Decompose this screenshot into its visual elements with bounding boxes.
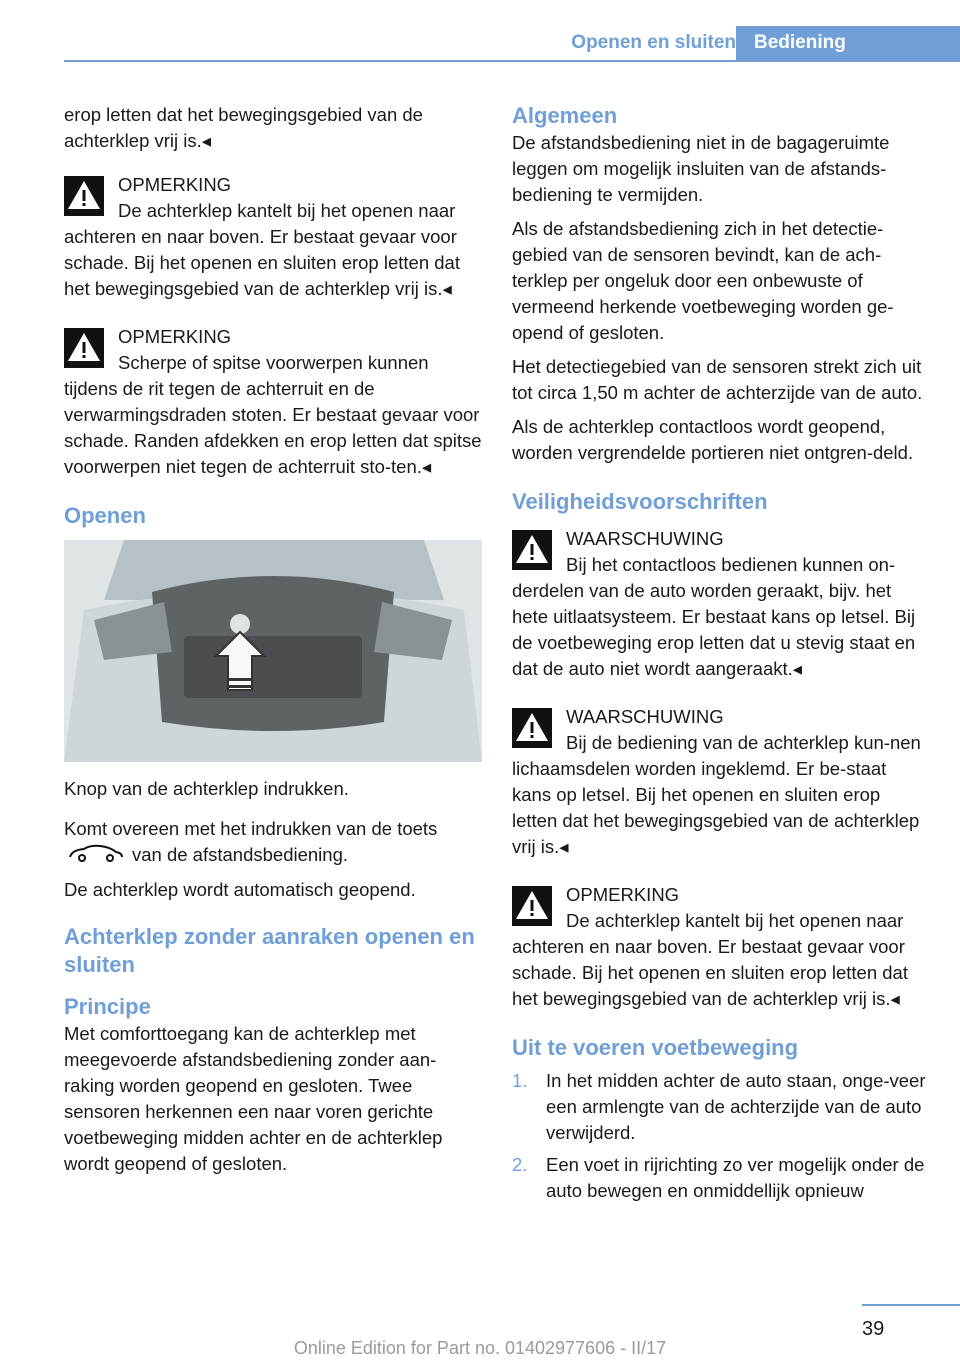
warning-text: Bij het contactloos bedienen kunnen on-derdelen van de auto worden geraakt, bijv. het hete uitlaatsysteem. Er bestaat kans op letsel. Bij de voetbeweging erop letten dat u stevig staat en dat de auto niet wordt aangeraakt.◂	[512, 554, 916, 679]
step-text: In het midden achter de auto staan, onge-veer een armlengte van de achterzijde van de auto verwijderd.	[546, 1070, 926, 1143]
tailgate-illustration	[64, 540, 482, 762]
warning-triangle-icon	[512, 708, 552, 748]
warning-triangle-icon	[64, 176, 104, 216]
header-rule	[64, 60, 960, 62]
algemeen-p1: De afstandsbediening niet in de bagageruimte leggen om mogelijk insluiten van de afstands-bediening te vermijden.	[512, 132, 890, 205]
warning-triangle-icon	[64, 328, 104, 368]
step-number: 1.	[512, 1070, 528, 1091]
steps-list	[512, 1068, 930, 1204]
list-item	[512, 1068, 930, 1146]
caption-text: Knop van de achterklep indrukken.	[64, 778, 349, 799]
footer-edition: Online Edition for Part no. 01402977606 - II/17	[293, 1338, 667, 1358]
heading-openen: Openen	[64, 503, 146, 528]
warning-keyword: WAARSCHUWING	[566, 528, 724, 549]
note-text: De achterklep kantelt bij het openen naar achteren en naar boven. Er bestaat gevaar voor schade. Bij het openen en sluiten erop letten dat het bewegingsgebied van de achterklep vrij is.◂	[64, 200, 460, 299]
heading-touchless: Achterklep zonder aanraken openen en sluiten	[64, 924, 475, 978]
warning-keyword: WAARSCHUWING	[566, 706, 724, 727]
note-text: Scherpe of spitse voorwerpen kunnen tijdens de rit tegen de achterruit en de verwarmingsdraden stoten. Er bestaat gevaar voor schade. Randen afdekken en erop letten dat spitse voorwerpen niet tegen de achterruit sto-ten.◂	[64, 352, 482, 477]
note-keyword: OPMERKING	[118, 174, 232, 195]
warning-box	[512, 704, 930, 860]
warning-triangle-icon	[512, 886, 552, 926]
heading-principe: Principe	[64, 994, 151, 1020]
algemeen-p4: Als de achterklep contactloos wordt geopend, worden vergrendelde portieren niet ontgren-deld.	[512, 416, 914, 463]
note-keyword: OPMERKING	[118, 326, 232, 347]
heading-safety: Veiligheidsvoorschriften	[512, 489, 768, 514]
note-box	[512, 882, 930, 1012]
car-key-icon	[66, 843, 126, 869]
step-number: 2.	[512, 1154, 528, 1175]
note-text: De achterklep kantelt bij het openen naar achteren en naar boven. Er bestaat gevaar voor schade. Bij het openen en sluiten erop letten dat het bewegingsgebied van de achterklep vrij is.◂	[512, 910, 908, 1009]
warning-triangle-icon	[512, 530, 552, 570]
auto-open-text: De achterklep wordt automatisch geopend.	[64, 879, 416, 901]
warning-box	[512, 526, 930, 682]
left-column	[64, 102, 482, 1185]
intro-text: erop letten dat het bewegingsgebied van de achterklep vrij is.◂	[64, 104, 423, 151]
right-column	[512, 102, 930, 1210]
note-box	[64, 172, 482, 302]
principe-text: Met comforttoegang kan de achterklep met meegevoerde afstandsbediening zonder aan-raking worden geopend en gesloten. Twee sensoren herkennen een naar voren gerichte voetbeweging midden achter en de achterklep wordt geopend of gesloten.	[64, 1023, 443, 1175]
remote-line	[64, 842, 482, 869]
list-item	[512, 1152, 930, 1204]
remote-text-b: van de afstandsbediening.	[132, 844, 349, 865]
remote-text-a: Komt overeen met het indrukken van de toets	[64, 818, 438, 839]
page-number: 39	[862, 1318, 885, 1340]
header-section-title: Openen en sluiten	[571, 32, 736, 53]
warning-text: Bij de bediening van de achterklep kun-nen lichaamsdelen worden ingeklemd. Er be-staat kans op letsel. Bij het openen en sluiten erop letten dat het bewegingsgebied van de achterklep vrij is.◂	[512, 732, 921, 857]
page-number-rule	[862, 1304, 960, 1306]
header-chapter-tab: Bediening	[736, 26, 960, 60]
algemeen-p2: Als de afstandsbediening zich in het detectie-gebied van de sensoren bevindt, kan de ach-terklep per ongeluk door een onbewuste of vermeend herkende voetbeweging worden ge-opend of gesloten.	[512, 218, 894, 343]
note-box	[64, 324, 482, 480]
note-keyword: OPMERKING	[566, 884, 680, 905]
heading-algemeen: Algemeen	[512, 103, 618, 128]
heading-foot-movement: Uit te voeren voetbeweging	[512, 1035, 799, 1060]
algemeen-p3: Het detectiegebied van de sensoren strekt zich uit tot circa 1,50 m achter de achterzijde van de auto.	[512, 356, 923, 403]
step-text: Een voet in rijrichting zo ver mogelijk onder de auto bewegen en onmiddellijk opnieuw	[546, 1154, 925, 1201]
